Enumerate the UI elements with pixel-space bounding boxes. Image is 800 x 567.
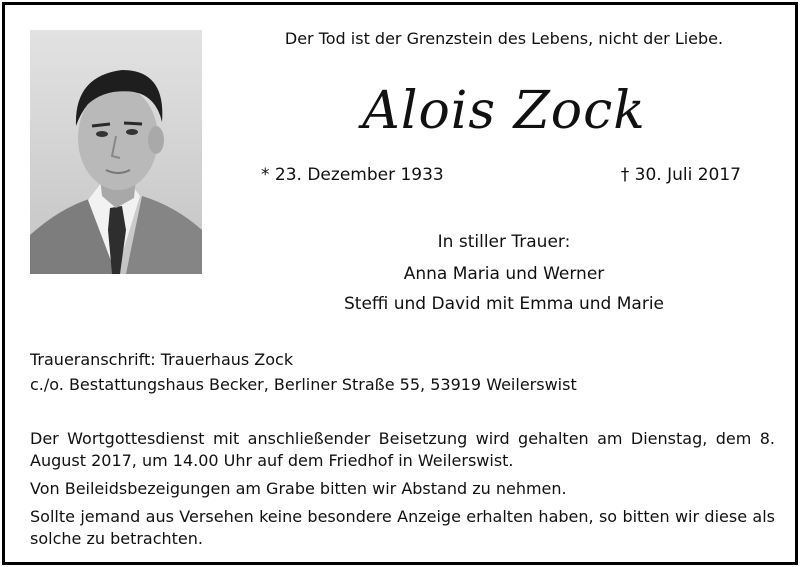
motto-quote: Der Tod ist der Grenzstein des Lebens, nicht der Liebe.	[284, 29, 724, 48]
mourners-block	[259, 227, 749, 319]
mourning-address	[30, 347, 577, 397]
mourning-heading: In stiller Trauer:	[437, 232, 571, 252]
death-date: † 30. Juli 2017	[620, 165, 741, 185]
deceased-name: Alois Zock	[362, 81, 646, 141]
address-line-1: Traueranschrift: Trauerhaus Zock	[30, 350, 294, 369]
address-line-2: c./o. Bestattungshaus Becker, Berliner Straße 55, 53919 Weilerswist	[30, 375, 577, 394]
service-notice: Der Wortgottesdienst mit anschließender Beisetzung wird gehalten am Dienstag, dem 8. August 2017, um 14.00 Uhr auf dem Friedhof in Weilerswist.	[30, 429, 775, 470]
condolence-notice: Von Beileidsbezeigungen am Grabe bitten wir Abstand zu nehmen.	[30, 479, 567, 498]
mourners-line-2: Steffi und David mit Emma und Marie	[343, 294, 665, 314]
funeral-information	[30, 428, 775, 556]
missing-notice: Sollte jemand aus Versehen keine besondere Anzeige erhalten haben, so bitten wir diese als solche zu betrachten.	[30, 507, 775, 548]
birth-date: * 23. Dezember 1933	[261, 165, 444, 185]
mourners-line-1: Anna Maria und Werner	[403, 264, 605, 284]
obituary-card	[2, 2, 798, 565]
portrait-photo	[30, 30, 202, 274]
